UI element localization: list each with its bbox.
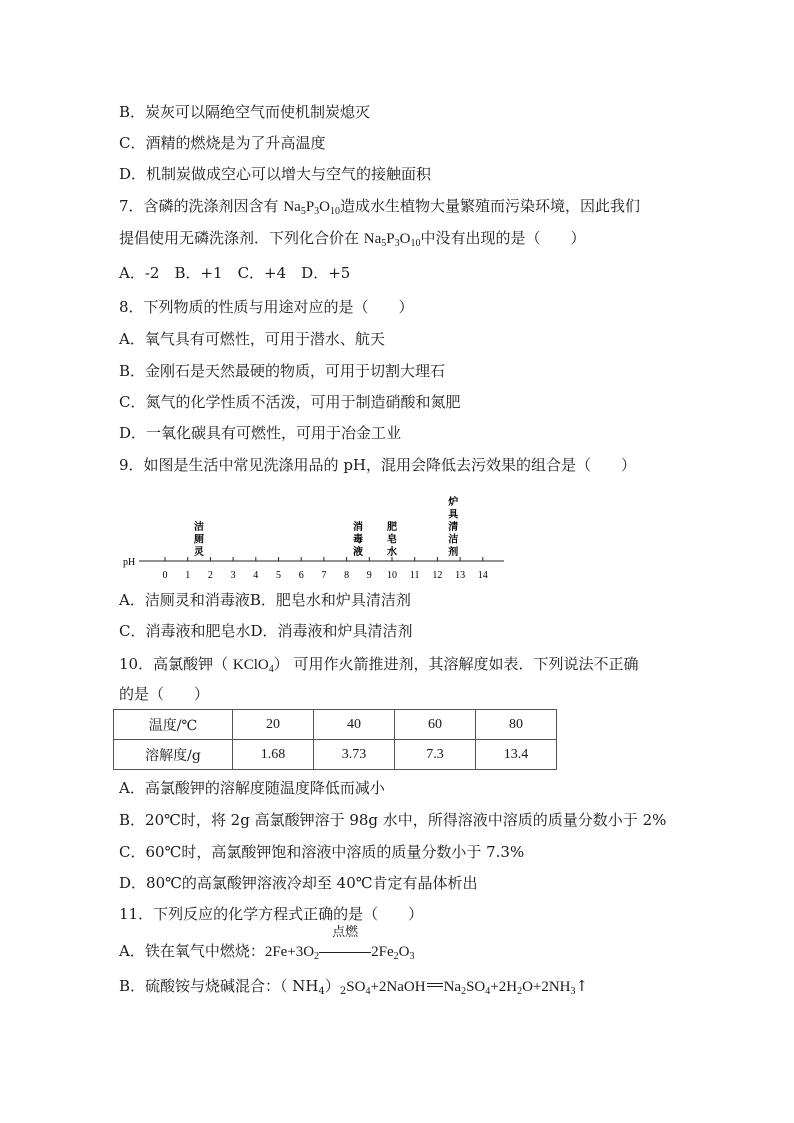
ph-tick-label: 10 — [387, 570, 397, 581]
equals-sign — [427, 983, 443, 987]
ph-product-char: 毒 — [352, 534, 363, 546]
table-cell: 20 — [233, 710, 314, 740]
ph-scale-figure — [119, 488, 519, 583]
q8-option-d: D．一氧化碳具有可燃性，可用于冶金工业 — [119, 424, 402, 442]
table-cell: 7.3 — [395, 740, 476, 770]
solubility-table — [113, 709, 557, 770]
table-header-temperature: 温度/℃ — [114, 710, 233, 740]
table-row-temperature — [114, 710, 557, 740]
q11-option-a: A．铁在氧气中燃烧：$2Fe+3O_2$ 点燃 $2Fe_2O_3$ — [119, 925, 415, 962]
table-cell: 60 — [395, 710, 476, 740]
table-cell: 1.68 — [233, 740, 314, 770]
q6-option-b: B．炭灰可以隔绝空气而使机制炭熄灭 — [119, 103, 371, 121]
q8-option-b: B．金刚石是天然最硬的物质，可用于切割大理石 — [119, 362, 446, 380]
ph-tick-label: 4 — [253, 570, 259, 581]
ph-tick-label: 12 — [432, 570, 443, 581]
ph-tick-label: 7 — [321, 570, 327, 581]
table-cell: 40 — [314, 710, 395, 740]
gas-arrow: ↑ — [575, 977, 589, 995]
ph-product-char: 清 — [448, 522, 459, 533]
q8-option-a: A．氧气具有可燃性，可用于潜水、航天 — [119, 330, 385, 348]
ph-tick-label: 3 — [230, 570, 236, 581]
q10-stem-line1: 10．高氯酸钾（ KClO$_4$） 可用作火箭推进剂，其溶解度如表．下列说法不正确 — [119, 655, 639, 675]
q7-formula-2: $Na_5P_3O_{10}$ — [363, 231, 421, 249]
table-cell: 80 — [476, 710, 557, 740]
q8-stem: 8．下列物质的性质与用途对应的是（ ） — [119, 298, 414, 316]
ph-product-char: 水 — [387, 547, 397, 558]
q9-options-ab: A．洁厕灵和消毒液B．肥皂水和炉具清洁剂 — [119, 591, 411, 609]
ph-tick-label: 13 — [455, 570, 466, 581]
q11-stem: 11．下列反应的化学方程式正确的是（ ） — [119, 905, 424, 923]
ph-tick-label: 0 — [162, 570, 168, 581]
q10-option-c: C．60℃时，高氯酸钾饱和溶液中溶质的质量分数小于 7.3% — [119, 843, 525, 861]
ph-product-char: 液 — [352, 547, 363, 558]
q6-option-d: D．机制炭做成空心可以增大与空气的接触面积 — [119, 165, 432, 183]
q7-stem-line2: 提倡使用无磷洗涤剂．下列化合价在 $Na_5P_3O_{10}$中没有出现的是（ ） — [119, 229, 586, 249]
ph-product-label — [387, 520, 397, 558]
ph-tick-label: 11 — [409, 570, 420, 581]
q11-option-b: B．硫酸铵与烧碱混合：（ $NH_4)_2SO_4+2NaOH$ $Na_2SO_4+2H_2O+2NH_3↑$ — [119, 977, 589, 997]
ph-product-char: 洁 — [448, 534, 459, 546]
table-cell: 3.73 — [314, 740, 395, 770]
ph-tick-label: 2 — [207, 570, 213, 581]
table-header-solubility: 溶解度/g — [114, 740, 233, 770]
ph-tick-label: 5 — [276, 570, 281, 581]
ph-product-char: 肥 — [387, 522, 397, 533]
ph-tick-label: 6 — [298, 570, 304, 581]
q7-formula: $Na_5P_3O_{10}$ — [283, 199, 341, 217]
ph-tick-label: 1 — [185, 570, 191, 581]
ph-product-label — [447, 495, 459, 558]
ph-product-label — [193, 520, 204, 558]
q7-stem-line1: 7．含磷的洗涤剂因含有 $Na_5P_3O_{10}$造成水生植物大量繁殖而污染环境，因此我们 — [119, 197, 641, 217]
ph-product-char: 厕 — [194, 534, 205, 546]
reaction-condition: 点燃 — [319, 941, 371, 961]
ph-product-char: 消 — [352, 522, 363, 533]
ph-tick-label: 9 — [366, 570, 372, 581]
table-row-solubility — [114, 740, 557, 770]
ph-tick-label: 8 — [344, 570, 350, 581]
q6-option-c: C．酒精的燃烧是为了升高温度 — [119, 134, 326, 152]
ph-tick-label: 14 — [477, 570, 488, 581]
ph-product-label — [353, 520, 363, 558]
ph-product-char: 剂 — [448, 547, 459, 558]
q8-option-c: C．氮气的化学性质不活泼，可用于制造硝酸和氮肥 — [119, 393, 461, 411]
ph-product-char: 具 — [448, 509, 459, 521]
ph-axis-label: pH — [123, 557, 136, 568]
ph-product-char: 灵 — [194, 547, 205, 558]
q10-stem-line2: 的是（ ） — [119, 685, 210, 703]
ph-product-char: 洁 — [194, 522, 205, 533]
q10-option-b: B．20℃时，将 2g 高氯酸钾溶于 98g 水中，所得溶液中溶质的质量分数小于 2% — [119, 811, 667, 829]
table-cell: 13.4 — [476, 740, 557, 770]
q10-formula: KClO$_4$ — [232, 657, 274, 675]
q10-option-d: D．80℃的高氯酸钾溶液冷却至 40℃肯定有晶体析出 — [119, 874, 478, 892]
q9-stem: 9．如图是生活中常见洗涤用品的 pH，混用会降低去污效果的组合是（ ） — [119, 456, 636, 474]
ph-product-char: 炉 — [448, 497, 459, 508]
q9-options-cd: C．消毒液和肥皂水D．消毒液和炉具清洁剂 — [119, 622, 413, 640]
ph-product-char: 皂 — [387, 534, 397, 546]
q7-options: A．-2 B．+1 C．+4 D．+5 — [119, 264, 351, 282]
q10-option-a: A．高氯酸钾的溶解度随温度降低而减小 — [119, 779, 385, 797]
